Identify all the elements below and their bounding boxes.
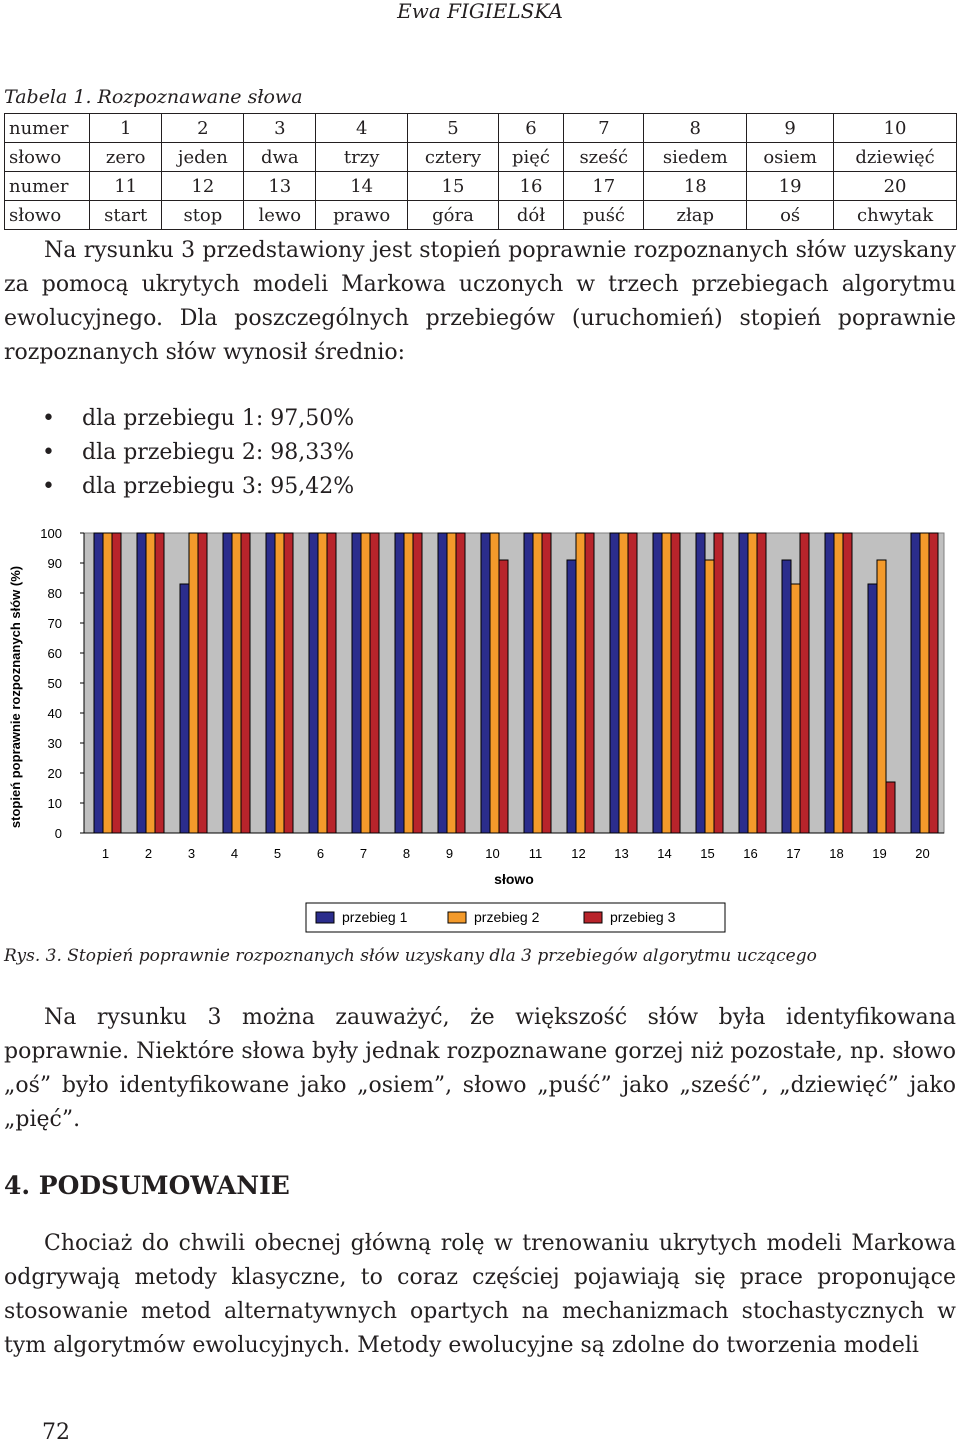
bar-series-3 [585, 533, 594, 833]
bar-series-2 [103, 533, 112, 833]
y-tick-label: 100 [40, 526, 62, 541]
bar-series-3 [671, 533, 680, 833]
table-cell: 2 [162, 114, 244, 143]
table-cell: 9 [747, 114, 834, 143]
bar-series-3 [241, 533, 250, 833]
y-axis-label: stopień poprawnie rozpoznanych słów (%) [8, 565, 23, 829]
list-item: • dla przebiegu 3: 95,42% [4, 470, 354, 504]
bar-series-1 [137, 533, 146, 833]
x-tick-label: 4 [230, 846, 239, 861]
x-tick-label: 9 [445, 846, 454, 861]
bar-series-1 [696, 533, 705, 833]
y-tick-label: 70 [47, 616, 62, 631]
x-tick-label: 5 [273, 846, 282, 861]
bar-series-1 [911, 533, 920, 833]
table-caption: Tabela 1. Rozpoznawane słowa [4, 86, 303, 108]
bar-series-2 [705, 560, 714, 833]
bar-series-1 [266, 533, 275, 833]
x-tick-label: 17 [786, 846, 801, 861]
table-cell: złap [644, 201, 747, 230]
list-item: • dla przebiegu 1: 97,50% [4, 402, 354, 436]
bar-series-1 [782, 560, 791, 833]
bar-series-2 [146, 533, 155, 833]
table-row-header: numer [5, 114, 90, 143]
table-cell: sześć [564, 143, 644, 172]
bar-series-1 [352, 533, 361, 833]
bar-series-3 [456, 533, 465, 833]
bar-series-2 [619, 533, 628, 833]
table-cell: 16 [498, 172, 563, 201]
table-cell: 14 [316, 172, 408, 201]
table-cell: chwytak [834, 201, 957, 230]
table-cell: 4 [316, 114, 408, 143]
bar-series-1 [868, 584, 877, 833]
table-cell: 20 [834, 172, 957, 201]
x-tick-label: 18 [829, 846, 844, 861]
bar-series-3 [413, 533, 422, 833]
table-cell: 11 [90, 172, 162, 201]
bar-series-1 [438, 533, 447, 833]
x-tick-label: 3 [187, 846, 196, 861]
table-cell: siedem [644, 143, 747, 172]
table-row-header: słowo [5, 201, 90, 230]
bar-series-2 [877, 560, 886, 833]
bar-series-2 [490, 533, 499, 833]
bar-series-2 [576, 533, 585, 833]
table-cell: dwa [244, 143, 316, 172]
table-cell: 7 [564, 114, 644, 143]
bar-series-1 [395, 533, 404, 833]
bar-series-2 [791, 584, 800, 833]
bar-series-3 [499, 560, 508, 833]
bar-series-3 [327, 533, 336, 833]
bar-series-2 [318, 533, 327, 833]
legend-label: przebieg 3 [610, 909, 676, 925]
bar-series-3 [542, 533, 551, 833]
table-cell: start [90, 201, 162, 230]
bar-series-2 [748, 533, 757, 833]
table-cell: 12 [162, 172, 244, 201]
bar-series-1 [180, 584, 189, 833]
bar-chart [0, 520, 960, 940]
bar-series-1 [223, 533, 232, 833]
bar-series-2 [404, 533, 413, 833]
runs-list [4, 402, 354, 504]
x-tick-label: 14 [657, 846, 672, 861]
bar-series-3 [112, 533, 121, 833]
table-cell: 5 [408, 114, 499, 143]
list-item: • dla przebiegu 2: 98,33% [4, 436, 354, 470]
table-cell: stop [162, 201, 244, 230]
table-row-header: słowo [5, 143, 90, 172]
table-cell: 3 [244, 114, 316, 143]
table-cell: 13 [244, 172, 316, 201]
y-tick-label: 80 [47, 586, 62, 601]
legend-swatch [584, 912, 602, 923]
x-tick-label: 16 [743, 846, 758, 861]
paragraph-observation [4, 1001, 956, 1137]
table-row [5, 201, 957, 230]
table-cell: 10 [834, 114, 957, 143]
bar-series-1 [481, 533, 490, 833]
table-cell: cztery [408, 143, 499, 172]
bar-series-1 [524, 533, 533, 833]
y-tick-label: 90 [47, 556, 62, 571]
bar-series-3 [628, 533, 637, 833]
bar-series-3 [714, 533, 723, 833]
table-cell: góra [408, 201, 499, 230]
bar-series-2 [232, 533, 241, 833]
table-cell: oś [747, 201, 834, 230]
table-row [5, 172, 957, 201]
x-tick-label: 7 [359, 846, 368, 861]
table-cell: 6 [498, 114, 563, 143]
x-tick-label: 8 [402, 846, 411, 861]
table-cell: 17 [564, 172, 644, 201]
bar-series-1 [739, 533, 748, 833]
x-tick-label: 1 [101, 846, 110, 861]
bar-series-2 [275, 533, 284, 833]
table-row [5, 143, 957, 172]
y-tick-label: 30 [47, 736, 62, 751]
x-tick-label: 15 [700, 846, 715, 861]
table-cell: 8 [644, 114, 747, 143]
x-tick-label: 13 [614, 846, 629, 861]
bar-series-2 [189, 533, 198, 833]
bar-series-3 [198, 533, 207, 833]
bar-series-2 [447, 533, 456, 833]
bar-series-2 [361, 533, 370, 833]
table-cell: 18 [644, 172, 747, 201]
y-tick-label: 50 [47, 676, 62, 691]
table-cell: pięć [498, 143, 563, 172]
bar-series-2 [662, 533, 671, 833]
table-cell: puść [564, 201, 644, 230]
legend-label: przebieg 2 [474, 909, 540, 925]
x-tick-label: 2 [144, 846, 153, 861]
x-axis-label: słowo [494, 871, 534, 887]
table-cell: trzy [316, 143, 408, 172]
y-tick-label: 10 [47, 796, 62, 811]
bar-series-3 [886, 782, 895, 833]
bar-series-3 [800, 533, 809, 833]
section-heading: 4. PODSUMOWANIE [4, 1171, 290, 1200]
bar-series-2 [834, 533, 843, 833]
paragraph-intro-text: Na rysunku 3 przedstawiony jest stopień poprawnie rozpoznanych słów uzyskany za pomocą ukrytych modeli Markowa uczonych w trzech przebiegach algorytmu ewolucyjnego. Dla poszczególnych przebiegów (uruchomień) stopień poprawnie rozpoznanych słów wynosił średnio: [4, 238, 956, 365]
paragraph-observation-text: Na rysunku 3 można zauważyć, że większość słów była identyfikowana poprawnie. Niektóre słowa były jednak rozpoznawane gorzej niż pozostałe, np. słowo „oś” było identyfikowane jako „osiem”, słowo „puść” jako „sześć”, „dziewięć” jako „pięć”. [4, 1005, 956, 1132]
table-row-header: numer [5, 172, 90, 201]
table-cell: osiem [747, 143, 834, 172]
bar-series-2 [533, 533, 542, 833]
running-header: Ewa FIGIELSKA [397, 0, 563, 23]
table-row [5, 114, 957, 143]
x-tick-label: 12 [571, 846, 586, 861]
table-cell: dół [498, 201, 563, 230]
bar-series-3 [843, 533, 852, 833]
bar-series-3 [284, 533, 293, 833]
bar-series-3 [929, 533, 938, 833]
table-cell: 19 [747, 172, 834, 201]
bar-series-1 [610, 533, 619, 833]
plot-area [84, 533, 944, 833]
bar-series-1 [653, 533, 662, 833]
paragraph-summary [4, 1227, 956, 1363]
table-cell: lewo [244, 201, 316, 230]
y-tick-label: 20 [47, 766, 62, 781]
bar-series-3 [155, 533, 164, 833]
x-tick-label: 20 [915, 846, 930, 861]
words-table [4, 113, 957, 230]
table-cell: zero [90, 143, 162, 172]
bar-series-3 [370, 533, 379, 833]
bar-series-1 [94, 533, 103, 833]
y-tick-label: 60 [47, 646, 62, 661]
y-tick-label: 40 [47, 706, 62, 721]
x-tick-label: 10 [485, 846, 500, 861]
bar-series-2 [920, 533, 929, 833]
table-cell: 15 [408, 172, 499, 201]
x-tick-label: 11 [528, 846, 543, 861]
x-tick-label: 19 [872, 846, 887, 861]
figure-caption: Rys. 3. Stopień poprawnie rozpoznanych słów uzyskany dla 3 przebiegów algorytmu uczącego [4, 946, 817, 966]
table-cell: prawo [316, 201, 408, 230]
table-cell: 1 [90, 114, 162, 143]
table-cell: jeden [162, 143, 244, 172]
bar-series-1 [309, 533, 318, 833]
legend-label: przebieg 1 [342, 909, 408, 925]
y-tick-label: 0 [54, 826, 62, 841]
paragraph-summary-text: Chociaż do chwili obecnej główną rolę w trenowaniu ukrytych modeli Markowa odgrywają metody klasyczne, to coraz częściej pojawiają się prace proponujące stosowanie metod alternatywnych opartych na mechanizmach stochastycznych w tym algorytmów ewolucyjnych. Metody ewolucyjne są zdolne do tworzenia modeli [4, 1231, 956, 1358]
legend-swatch [316, 912, 334, 923]
table-cell: dziewięć [834, 143, 957, 172]
legend-swatch [448, 912, 466, 923]
bar-series-3 [757, 533, 766, 833]
page-number: 72 [42, 1420, 70, 1445]
paragraph-intro [4, 234, 956, 370]
bar-series-1 [567, 560, 576, 833]
bar-series-1 [825, 533, 834, 833]
x-tick-label: 6 [316, 846, 325, 861]
